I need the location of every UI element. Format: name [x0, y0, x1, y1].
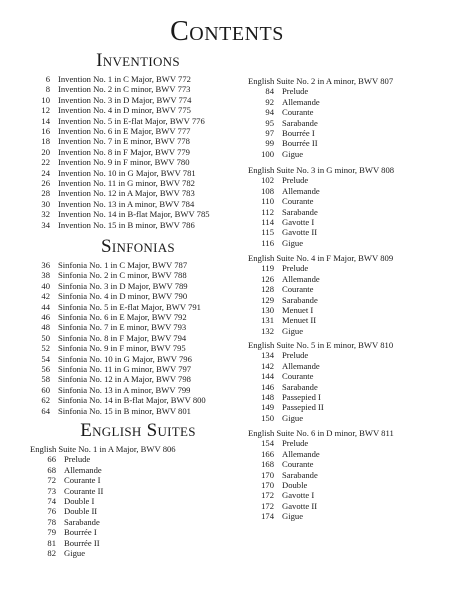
suite-6-block	[248, 428, 394, 522]
contents-entry	[256, 295, 393, 305]
contents-entry	[256, 511, 394, 521]
contents-entry	[256, 371, 393, 381]
entry-title: Sarabande	[282, 117, 318, 128]
contents-entry	[30, 178, 210, 188]
entry-title: Invention No. 11 in G minor, BWV 782	[58, 178, 195, 189]
page-number: 78	[47, 516, 56, 527]
page-number: 40	[41, 280, 50, 291]
page-number: 54	[41, 353, 50, 364]
entry-title: Sarabande	[282, 206, 318, 217]
entry-title: Invention No. 4 in D minor, BWV 775	[58, 105, 191, 116]
entry-title: Invention No. 3 in D Major, BWV 774	[58, 94, 192, 105]
page-number: 130	[261, 305, 274, 316]
entry-title: Courante	[282, 459, 314, 470]
entry-title: Sinfonia No. 6 in E Major, BWV 792	[58, 312, 187, 323]
page-number: 131	[261, 315, 274, 326]
page-number: 62	[41, 395, 50, 406]
entry-title: Double I	[64, 496, 95, 507]
page-number: 172	[261, 500, 274, 511]
entry-title: Invention No. 2 in C minor, BWV 773	[58, 84, 191, 95]
contents-entry	[256, 128, 393, 138]
entry-title: Sinfonia No. 8 in F Major, BWV 794	[58, 332, 187, 343]
page-number: 149	[261, 402, 274, 413]
entry-title: Gavotte I	[282, 217, 315, 228]
entry-title: Courante	[282, 107, 314, 118]
entry-title: Allemande	[282, 273, 320, 284]
inventions-heading: Inventions	[96, 50, 180, 71]
entry-title: Sinfonia No. 15 in B minor, BWV 801	[58, 405, 191, 416]
entry-title: Sinfonia No. 1 in C Major, BWV 787	[58, 260, 188, 270]
contents-entry	[256, 392, 393, 402]
page-number: 174	[261, 511, 274, 522]
entry-title: Double	[282, 480, 308, 491]
page-number: 76	[47, 506, 56, 517]
entry-title: Prelude	[282, 175, 309, 186]
contents-entry	[30, 374, 206, 384]
contents-entry	[256, 107, 393, 117]
entry-title: Courante I	[64, 475, 101, 486]
contents-entry	[256, 238, 394, 248]
entry-title: Sinfonia No. 11 in G minor, BWV 797	[58, 364, 192, 375]
entry-title: Allemande	[282, 185, 320, 196]
page-number: 112	[261, 206, 274, 217]
contents-entry	[30, 209, 210, 219]
page-number: 142	[261, 360, 274, 371]
entry-title: Prelude	[282, 350, 309, 361]
contents-entry	[30, 270, 206, 280]
page-number: 24	[41, 167, 50, 178]
entry-title: Sinfonia No. 9 in F minor, BWV 795	[58, 343, 186, 354]
entry-title: Allemande	[282, 96, 320, 107]
entry-title: Prelude	[282, 263, 309, 274]
contents-entry	[30, 147, 210, 157]
entry-title: Sinfonia No. 10 in G Major, BWV 796	[58, 353, 192, 364]
entry-title: Invention No. 7 in E minor, BWV 778	[58, 136, 190, 147]
page-number: 128	[261, 284, 274, 295]
page-number: 28	[41, 188, 50, 199]
contents-entry	[30, 105, 210, 115]
page-number: 10	[41, 94, 50, 105]
entry-title: Bourrée II	[64, 537, 100, 548]
contents-entry	[256, 186, 394, 196]
page-number: 14	[41, 115, 50, 126]
page-number: 94	[265, 107, 274, 118]
entry-title: Allemande	[282, 360, 320, 371]
contents-entry	[256, 413, 393, 423]
page-number: 56	[41, 364, 50, 375]
page-number: 66	[47, 454, 56, 465]
page-number: 146	[261, 381, 274, 392]
page-number: 8	[45, 84, 50, 95]
contents-entry	[256, 274, 393, 284]
entry-title: Passepied II	[282, 402, 324, 413]
page-number: 115	[261, 227, 274, 238]
contents-entry	[30, 322, 206, 332]
entry-title: Bourrée II	[282, 138, 318, 149]
contents-entry	[30, 126, 210, 136]
contents-entry	[38, 517, 176, 527]
page-number: 82	[47, 548, 56, 559]
contents-entry	[30, 168, 210, 178]
page-number: 38	[41, 270, 50, 281]
suite-title: English Suite No. 4 in F Major, BWV 809	[248, 253, 394, 263]
page-number: 170	[261, 469, 274, 480]
entry-title: Invention No. 15 in B minor, BWV 786	[58, 219, 195, 230]
entry-title: Invention No. 9 in F minor, BWV 780	[58, 157, 190, 168]
contents-entry	[38, 548, 176, 558]
contents-entry	[256, 501, 394, 511]
contents-entry	[256, 138, 393, 148]
contents-entry	[256, 470, 394, 480]
entry-title: Invention No. 10 in G Major, BWV 781	[58, 167, 196, 178]
entry-title: Invention No. 6 in E Major, BWV 777	[58, 126, 191, 137]
suite-5-block	[248, 340, 393, 423]
entry-title: Invention No. 12 in A Major, BWV 783	[58, 188, 195, 199]
contents-entry	[30, 364, 206, 374]
page-number: 99	[265, 138, 274, 149]
entry-title: Sinfonia No. 3 in D Major, BWV 789	[58, 280, 188, 291]
entry-title: Invention No. 14 in B-flat Major, BWV 785	[58, 209, 210, 220]
contents-entry	[256, 350, 393, 360]
page-number: 74	[47, 496, 56, 507]
contents-entry	[256, 86, 393, 96]
contents-entry	[256, 227, 394, 237]
contents-entry	[30, 188, 210, 198]
entry-title: Sarabande	[282, 469, 318, 480]
page-number: 73	[47, 485, 56, 496]
entry-title: Allemande	[64, 464, 102, 475]
entry-title: Prelude	[282, 438, 309, 449]
entry-title: Gigue	[282, 325, 304, 336]
contents-entry	[256, 449, 394, 459]
page-number: 30	[41, 198, 50, 209]
suite-title: English Suite No. 6 in D minor, BWV 811	[248, 428, 394, 438]
entry-title: Bourrée I	[282, 128, 315, 139]
contents-entry	[256, 402, 393, 412]
entry-title: Gigue	[282, 511, 304, 522]
contents-entry	[30, 116, 210, 126]
page-number: 100	[261, 148, 274, 159]
page-number: 114	[261, 217, 274, 228]
contents-entry	[38, 538, 176, 548]
page-number: 170	[261, 480, 274, 491]
entry-title: Sinfonia No. 2 in C minor, BWV 788	[58, 270, 187, 281]
entry-title: Invention No. 5 in E-flat Major, BWV 776	[58, 115, 205, 126]
contents-entry	[256, 97, 393, 107]
contents-entry	[256, 459, 394, 469]
contents-entry	[30, 136, 210, 146]
suite-2-block	[248, 76, 393, 159]
entry-title: Gigue	[64, 548, 86, 559]
contents-entry	[38, 465, 176, 475]
suite-title: English Suite No. 2 in A minor, BWV 807	[248, 76, 394, 86]
entry-title: Sinfonia No. 12 in A Major, BWV 798	[58, 374, 191, 385]
contents-entry	[30, 395, 206, 405]
suite-movements	[256, 175, 394, 248]
page-number: 42	[41, 291, 50, 302]
page-number: 119	[261, 263, 274, 274]
entry-title: Menuet I	[282, 305, 314, 316]
suite-movements	[256, 438, 394, 521]
entry-title: Gigue	[282, 237, 304, 248]
entry-title: Menuet II	[282, 315, 317, 326]
contents-entry	[30, 157, 210, 167]
page-number: 16	[41, 126, 50, 137]
page-number: 92	[265, 96, 274, 107]
page-number: 134	[261, 350, 274, 361]
contents-entry	[30, 260, 206, 270]
contents-entry	[256, 438, 394, 448]
entry-title: Prelude	[64, 454, 91, 465]
contents-entry	[30, 220, 210, 230]
contents-entry	[30, 312, 206, 322]
page-number: 46	[41, 312, 50, 323]
page-number: 110	[261, 196, 274, 207]
entry-title: Allemande	[282, 448, 320, 459]
contents-entry	[256, 263, 393, 273]
page-number: 108	[261, 185, 274, 196]
contents-entry	[256, 382, 393, 392]
contents-entry	[30, 74, 210, 84]
entry-title: Courante	[282, 196, 314, 207]
page-number: 102	[261, 175, 274, 186]
entry-title: Invention No. 1 in C Major, BWV 772	[58, 74, 191, 84]
contents-entry	[38, 486, 176, 496]
sinfonias-list	[30, 260, 206, 416]
contents-entry	[256, 490, 394, 500]
page-number: 144	[261, 371, 274, 382]
contents-entry	[256, 315, 393, 325]
english-suites-heading: English Suites	[80, 420, 196, 441]
page-number: 129	[261, 294, 274, 305]
contents-entry	[30, 333, 206, 343]
page-number: 172	[261, 490, 274, 501]
page-number: 95	[265, 117, 274, 128]
entry-title: Sarabande	[282, 381, 318, 392]
page-number: 60	[41, 384, 50, 395]
suite-title: English Suite No. 3 in G minor, BWV 808	[248, 165, 395, 175]
contents-entry	[38, 475, 176, 485]
contents-entry	[256, 207, 394, 217]
entry-title: Sinfonia No. 4 in D minor, BWV 790	[58, 291, 188, 302]
contents-entry	[30, 343, 206, 353]
contents-entry	[30, 281, 206, 291]
suite-3-block	[248, 165, 394, 248]
page-number: 116	[261, 237, 274, 248]
page-number: 32	[41, 209, 50, 220]
entry-title: Gigue	[282, 148, 304, 159]
contents-entry	[30, 385, 206, 395]
entry-title: Gavotte II	[282, 227, 318, 238]
entry-title: Courante II	[64, 485, 104, 496]
suite-title: English Suite No. 1 in A Major, BWV 806	[30, 444, 176, 454]
contents-entry	[30, 291, 206, 301]
entry-title: Courante	[282, 284, 314, 295]
page-number: 44	[41, 301, 50, 312]
entry-title: Sinfonia No. 7 in E minor, BWV 793	[58, 322, 187, 333]
page-number: 132	[261, 325, 274, 336]
page-number: 97	[265, 128, 274, 139]
page-number: 34	[41, 219, 50, 230]
page-number: 18	[41, 136, 50, 147]
page-number: 52	[41, 343, 50, 354]
entry-title: Double II	[64, 506, 98, 517]
suite-movements	[256, 263, 393, 336]
sinfonias-heading: Sinfonias	[101, 236, 175, 257]
entry-title: Bourrée I	[64, 527, 97, 538]
contents-entry	[256, 361, 393, 371]
page-title: Contents	[170, 16, 284, 47]
contents-entry	[256, 284, 393, 294]
suite-4-block	[248, 253, 393, 336]
entry-title: Passepied I	[282, 392, 321, 403]
contents-entry	[30, 354, 206, 364]
page-number: 150	[261, 412, 274, 423]
entry-title: Gavotte II	[282, 500, 318, 511]
entry-title: Invention No. 13 in A minor, BWV 784	[58, 198, 195, 209]
page-number: 26	[41, 178, 50, 189]
contents-entry	[256, 480, 394, 490]
entry-title: Courante	[282, 371, 314, 382]
entry-title: Sinfonia No. 13 in A minor, BWV 799	[58, 384, 191, 395]
entry-title: Sinfonia No. 5 in E-flat Major, BWV 791	[58, 301, 201, 312]
page-number: 58	[41, 374, 50, 385]
page-number: 22	[41, 157, 50, 168]
suite-1-block	[30, 444, 176, 558]
entry-title: Sarabande	[64, 516, 100, 527]
entry-title: Gigue	[282, 412, 304, 423]
contents-entry	[256, 196, 394, 206]
page-number: 48	[41, 322, 50, 333]
contents-entry	[256, 175, 394, 185]
page-number: 68	[47, 464, 56, 475]
page-number: 64	[41, 405, 50, 416]
contents-entry	[30, 406, 206, 416]
contents-entry	[256, 305, 393, 315]
page-number: 154	[261, 438, 274, 449]
page-number: 12	[41, 105, 50, 116]
page-number: 126	[261, 273, 274, 284]
page-number: 79	[47, 527, 56, 538]
page-number: 20	[41, 146, 50, 157]
page-number: 148	[261, 392, 274, 403]
contents-entry	[256, 118, 393, 128]
suite-movements	[256, 350, 393, 423]
contents-entry	[30, 199, 210, 209]
contents-entry	[38, 496, 176, 506]
contents-entry	[30, 84, 210, 94]
suite-title: English Suite No. 5 in E minor, BWV 810	[248, 340, 394, 350]
contents-entry	[256, 326, 393, 336]
contents-entry	[30, 302, 206, 312]
contents-entry	[256, 149, 393, 159]
entry-title: Gavotte I	[282, 490, 315, 501]
entry-title: Invention No. 8 in F Major, BWV 779	[58, 146, 190, 157]
inventions-list	[30, 74, 210, 230]
entry-title: Prelude	[282, 86, 309, 97]
page-number: 36	[41, 260, 50, 270]
entry-title: Sarabande	[282, 294, 318, 305]
entry-title: Sinfonia No. 14 in B-flat Major, BWV 800	[58, 395, 206, 406]
page-number: 81	[47, 537, 56, 548]
contents-entry	[30, 95, 210, 105]
page-number: 168	[261, 459, 274, 470]
contents-entry	[256, 217, 394, 227]
contents-entry	[38, 506, 176, 516]
contents-entry	[38, 527, 176, 537]
suite-movements	[256, 86, 393, 159]
page-number: 6	[45, 74, 50, 84]
page-number: 166	[261, 448, 274, 459]
page-number: 72	[47, 475, 56, 486]
page-number: 50	[41, 332, 50, 343]
contents-entry	[38, 454, 176, 464]
page-number: 84	[265, 86, 274, 97]
suite-movements	[38, 454, 176, 558]
